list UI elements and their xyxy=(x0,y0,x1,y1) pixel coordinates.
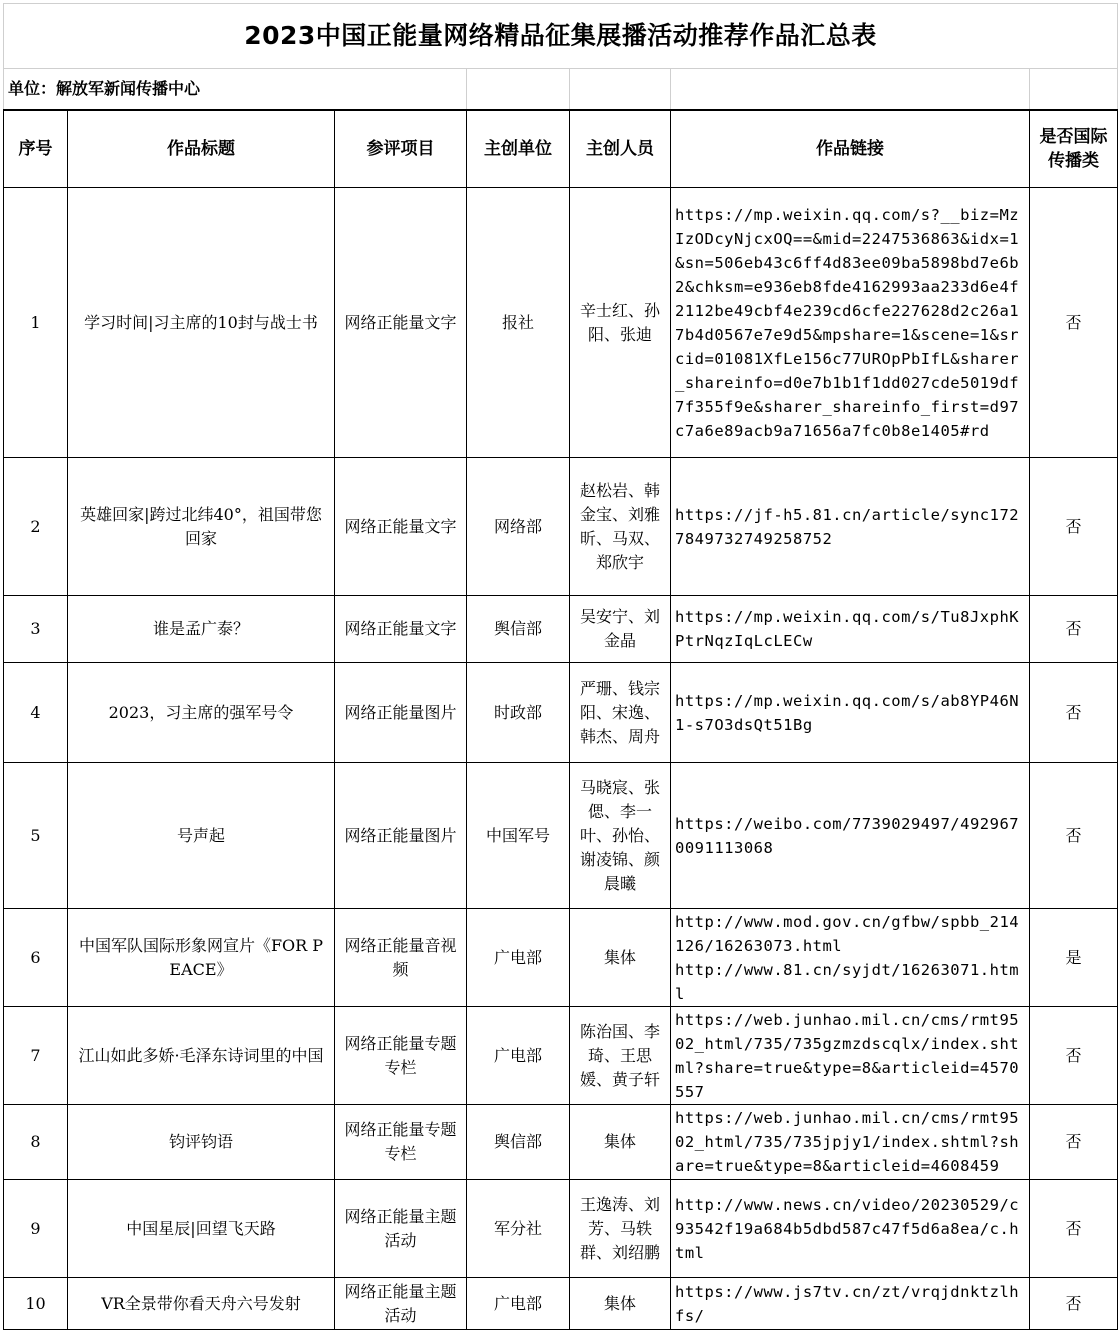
table-header-row xyxy=(4,110,1118,188)
row-link[interactable]: https://mp.weixin.qq.com/s/Tu8JxphKPtrNqzIqLcLECw xyxy=(671,596,1030,663)
row-unit: 舆信部 xyxy=(467,1105,570,1180)
table-row xyxy=(4,663,1118,763)
row-category: 网络正能量文字 xyxy=(335,596,467,663)
row-no: 2 xyxy=(4,458,68,596)
row-title: 谁是孟广泰？ xyxy=(68,596,335,663)
row-unit: 广电部 xyxy=(467,909,570,1007)
row-no: 7 xyxy=(4,1007,68,1105)
empty-cell xyxy=(570,69,671,111)
row-link[interactable]: https://weibo.com/7739029497/4929670091113068 xyxy=(671,763,1030,909)
header-unit: 主创单位 xyxy=(467,110,570,188)
row-unit: 广电部 xyxy=(467,1007,570,1105)
header-intl: 是否国际传播类 xyxy=(1030,110,1118,188)
row-title: VR全景带你看天舟六号发射 xyxy=(68,1278,335,1330)
table-row xyxy=(4,909,1118,1007)
row-people: 集体 xyxy=(570,1278,671,1330)
row-people: 集体 xyxy=(570,1105,671,1180)
row-unit: 舆信部 xyxy=(467,596,570,663)
row-people: 吴安宁、刘金晶 xyxy=(570,596,671,663)
row-unit: 网络部 xyxy=(467,458,570,596)
row-no: 9 xyxy=(4,1180,68,1278)
row-intl: 否 xyxy=(1030,1180,1118,1278)
row-people: 辛士红、孙阳、张迪 xyxy=(570,188,671,458)
row-title: 中国星辰|回望飞天路 xyxy=(68,1180,335,1278)
row-no: 1 xyxy=(4,188,68,458)
row-unit: 报社 xyxy=(467,188,570,458)
row-category: 网络正能量文字 xyxy=(335,188,467,458)
row-intl: 否 xyxy=(1030,188,1118,458)
row-title: 2023，习主席的强军号令 xyxy=(68,663,335,763)
row-people: 陈治国、李琦、王思媛、黄子轩 xyxy=(570,1007,671,1105)
row-no: 8 xyxy=(4,1105,68,1180)
row-link[interactable]: http://www.mod.gov.cn/gfbw/spbb_214126/16263073.html http://www.81.cn/syjdt/16263071.html xyxy=(671,909,1030,1007)
row-intl: 否 xyxy=(1030,763,1118,909)
table-row xyxy=(4,1278,1118,1330)
table-row xyxy=(4,763,1118,909)
row-link[interactable]: https://www.js7tv.cn/zt/vrqjdnktzlhfs/ xyxy=(671,1278,1030,1330)
row-title: 学习时间|习主席的10封与战士书 xyxy=(68,188,335,458)
row-link[interactable]: https://web.junhao.mil.cn/cms/rmt9502_html/735/735gzmzdscqlx/index.shtml?share=true&type=8&articleid=4570557 xyxy=(671,1007,1030,1105)
table-row xyxy=(4,1180,1118,1278)
row-link[interactable]: https://mp.weixin.qq.com/s?__biz=MzIzODcyNjcxOQ==&mid=2247536863&idx=1&sn=506eb43c6ff4d83ee09ba5898bd7e6b2&chksm=e936eb8fde4162993aa233d6e4f2112be49cbf4e239cd6cfe227628d2c26a17b4d0567e7e9d5&mpshare=1&scene=1&srcid=01081XfLe156c77UROpPbIfL&sharer_shareinfo=d0e7b1b1f1dd027cde5019df7f355f9e&sharer_shareinfo_first=d97c7a6e89acb9a71656a7fc0b8e1405#rd xyxy=(671,188,1030,458)
empty-cell xyxy=(467,69,570,111)
row-unit: 中国军号 xyxy=(467,763,570,909)
header-title: 作品标题 xyxy=(68,110,335,188)
row-no: 4 xyxy=(4,663,68,763)
row-title: 中国军队国际形象网宣片《FOR PEACE》 xyxy=(68,909,335,1007)
table-row xyxy=(4,188,1118,458)
row-link[interactable]: https://mp.weixin.qq.com/s/ab8YP46N1-s7O3dsQt51Bg xyxy=(671,663,1030,763)
row-category: 网络正能量图片 xyxy=(335,763,467,909)
row-link[interactable]: https://web.junhao.mil.cn/cms/rmt9502_html/735/735jpjy1/index.shtml?share=true&type=8&articleid=4608459 xyxy=(671,1105,1030,1180)
works-summary-table xyxy=(3,3,1118,1330)
row-unit: 广电部 xyxy=(467,1278,570,1330)
row-intl: 否 xyxy=(1030,1105,1118,1180)
row-intl: 否 xyxy=(1030,1007,1118,1105)
row-title: 钧评钧语 xyxy=(68,1105,335,1180)
table-row xyxy=(4,1007,1118,1105)
row-category: 网络正能量专题专栏 xyxy=(335,1105,467,1180)
table-row xyxy=(4,458,1118,596)
unit-label: 单位：解放军新闻传播中心 xyxy=(4,69,467,111)
row-people: 赵松岩、韩金宝、刘雅昕、马双、郑欣宇 xyxy=(570,458,671,596)
row-unit: 军分社 xyxy=(467,1180,570,1278)
header-link: 作品链接 xyxy=(671,110,1030,188)
row-intl: 否 xyxy=(1030,1278,1118,1330)
row-no: 6 xyxy=(4,909,68,1007)
row-category: 网络正能量专题专栏 xyxy=(335,1007,467,1105)
row-title: 江山如此多娇·毛泽东诗词里的中国 xyxy=(68,1007,335,1105)
row-people: 马晓宸、张偲、李一叶、孙怡、谢凌锦、颜晨曦 xyxy=(570,763,671,909)
row-title: 英雄回家|跨过北纬40°，祖国带您回家 xyxy=(68,458,335,596)
row-intl: 否 xyxy=(1030,663,1118,763)
row-category: 网络正能量主题活动 xyxy=(335,1180,467,1278)
row-people: 王逸涛、刘芳、马轶群、刘绍鹏 xyxy=(570,1180,671,1278)
row-no: 10 xyxy=(4,1278,68,1330)
row-unit: 时政部 xyxy=(467,663,570,763)
header-people: 主创人员 xyxy=(570,110,671,188)
table-row xyxy=(4,1105,1118,1180)
empty-cell xyxy=(671,69,1030,111)
empty-cell xyxy=(1030,69,1118,111)
header-no: 序号 xyxy=(4,110,68,188)
row-link[interactable]: https://jf-h5.81.cn/article/sync1727849732749258752 xyxy=(671,458,1030,596)
row-category: 网络正能量文字 xyxy=(335,458,467,596)
row-people: 严珊、钱宗阳、宋逸、韩杰、周舟 xyxy=(570,663,671,763)
row-no: 5 xyxy=(4,763,68,909)
header-category: 参评项目 xyxy=(335,110,467,188)
row-people: 集体 xyxy=(570,909,671,1007)
row-intl: 否 xyxy=(1030,458,1118,596)
row-no: 3 xyxy=(4,596,68,663)
row-intl: 否 xyxy=(1030,596,1118,663)
row-category: 网络正能量图片 xyxy=(335,663,467,763)
row-link[interactable]: http://www.news.cn/video/20230529/c93542f19a684b5dbd587c47f5d6a8ea/c.html xyxy=(671,1180,1030,1278)
row-category: 网络正能量主题活动 xyxy=(335,1278,467,1330)
document-title: 2023中国正能量网络精品征集展播活动推荐作品汇总表 xyxy=(4,4,1118,69)
row-title: 号声起 xyxy=(68,763,335,909)
row-intl: 是 xyxy=(1030,909,1118,1007)
row-category: 网络正能量音视频 xyxy=(335,909,467,1007)
table-row xyxy=(4,596,1118,663)
